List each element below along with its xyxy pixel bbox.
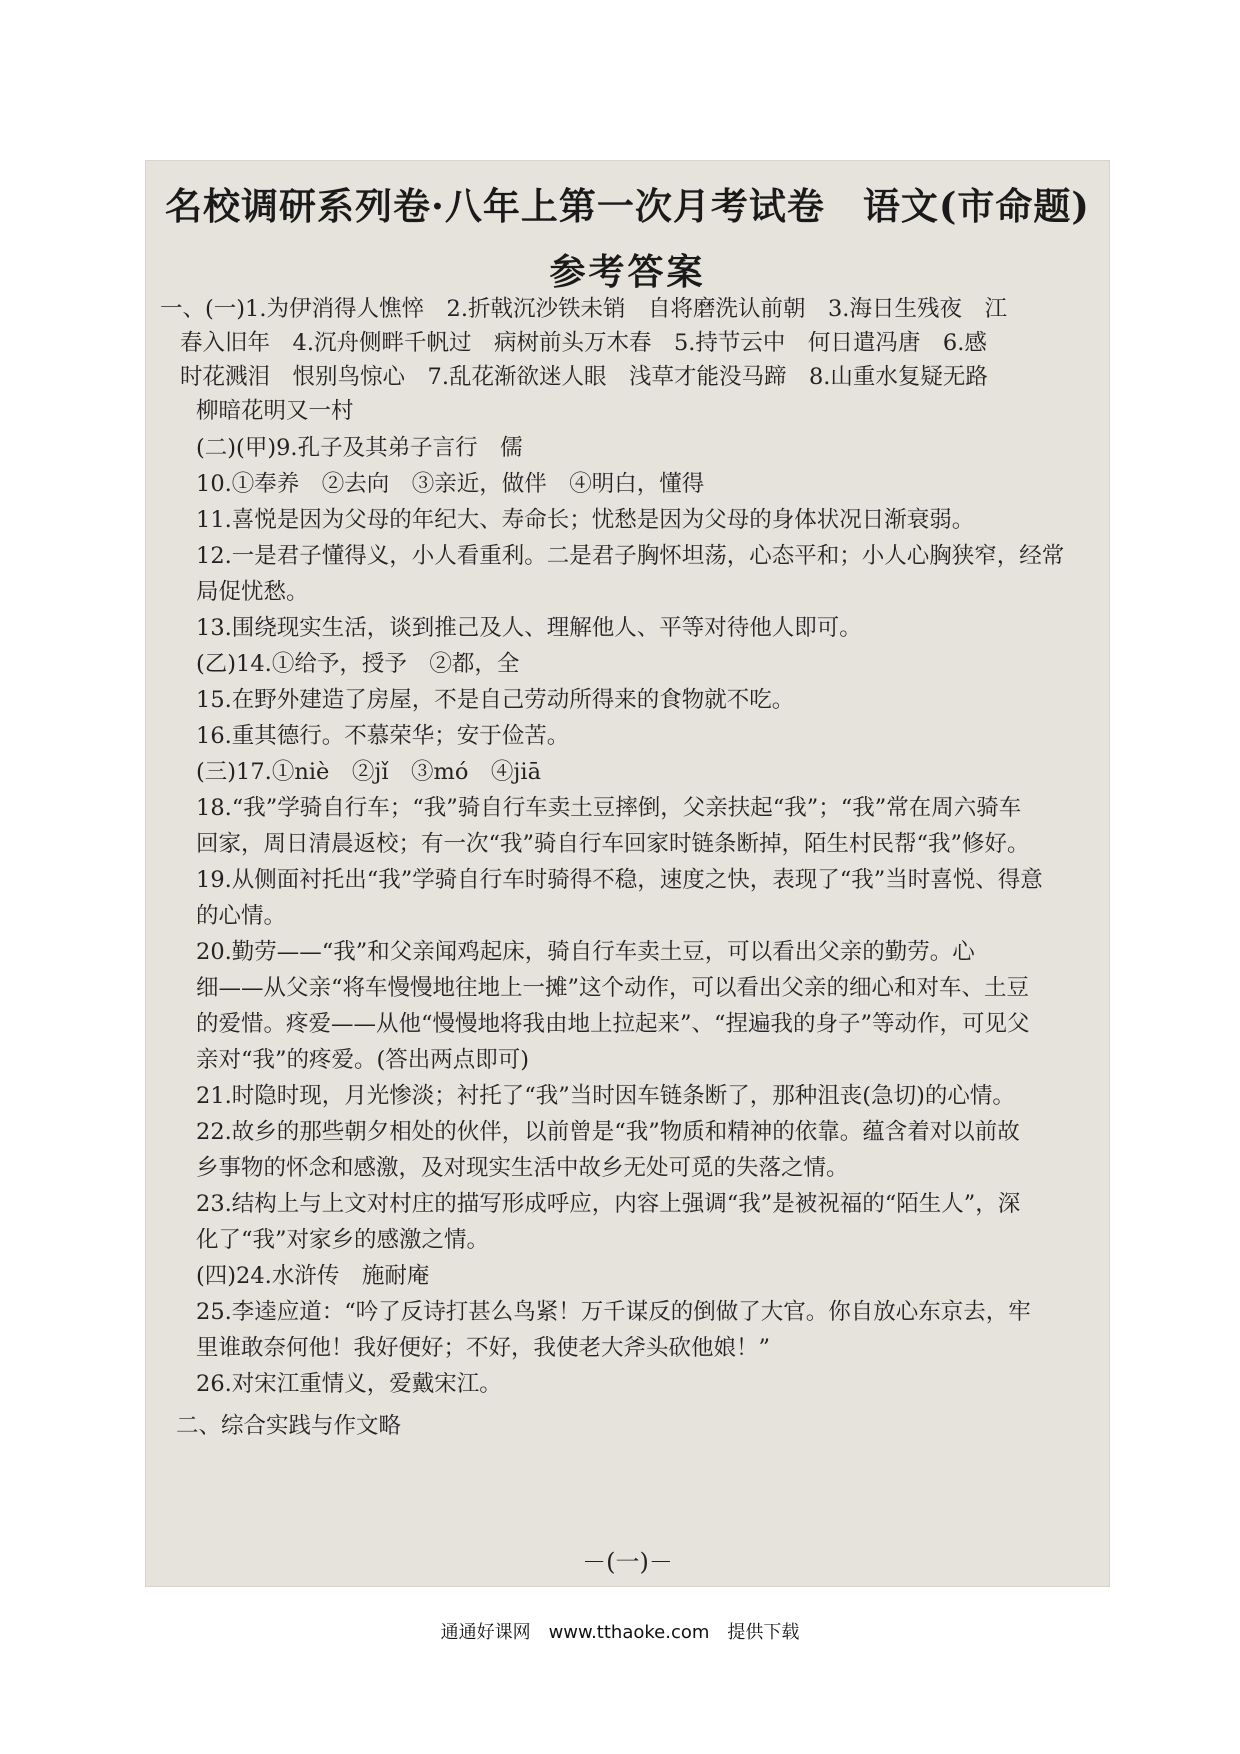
answer-line: 26.对宋江重情义，爱戴宋江。	[196, 1371, 502, 1397]
answer-line: 23.结构上与上文对村庄的描写形成呼应，内容上强调“我”是被祝福的“陌生人”，深	[196, 1191, 1021, 1217]
answer-line: 的心情。	[196, 903, 287, 929]
answer-line: 春入旧年 4.沉舟侧畔千帆过 病树前头万木春 5.持节云中 何日遣冯唐 6.感	[180, 330, 987, 356]
answer-line: (乙)14.①给予，授予 ②都，全	[196, 651, 520, 677]
page-number: －(一)－	[582, 1548, 673, 1576]
answer-line: 二、综合实践与作文略	[176, 1413, 402, 1439]
answer-line: 13.围绕现实生活，谈到推己及人、理解他人、平等对待他人即可。	[196, 615, 862, 641]
answer-line: 回家，周日清晨返校；有一次“我”骑自行车回家时链条断掉，陌生村民帮“我”修好。	[196, 831, 1030, 857]
answer-line: (四)24.水浒传 施耐庵	[196, 1263, 430, 1289]
answer-line: 柳暗花明又一村	[196, 398, 354, 424]
answer-line: 16.重其德行。不慕荣华；安于俭苦。	[196, 723, 570, 749]
answer-line: 局促忧愁。	[196, 579, 309, 605]
document-title: 名校调研系列卷·八年上第一次月考试卷 语文(市命题)	[165, 184, 1090, 228]
answer-line: 时花溅泪 恨别鸟惊心 7.乱花渐欲迷人眼 浅草才能没马蹄 8.山重水复疑无路	[180, 364, 988, 390]
answer-line: 18.“我”学骑自行车；“我”骑自行车卖土豆摔倒，父亲扶起“我”；“我”常在周六骑车	[196, 795, 1022, 821]
answer-line: 10.①奉养 ②去向 ③亲近，做伴 ④明白，懂得	[196, 471, 705, 497]
download-credit: 通通好课网 www.tthaoke.com 提供下载	[440, 1622, 800, 1643]
answer-line: 25.李逵应道：“吟了反诗打甚么鸟紧！万千谋反的倒做了大官。你自放心东京去，牢	[196, 1299, 1031, 1325]
answer-line: 里谁敢奈何他！我好便好；不好，我使老大斧头砍他娘！”	[196, 1335, 771, 1361]
answer-line: 19.从侧面衬托出“我”学骑自行车时骑得不稳，速度之快，表现了“我”当时喜悦、得意	[196, 867, 1043, 893]
answer-line: 21.时隐时现，月光惨淡；衬托了“我”当时因车链条断了，那种沮丧(急切)的心情。	[196, 1083, 1015, 1109]
answer-line: (三)17.①niè ②jǐ ③mó ④jiā	[196, 759, 541, 785]
answer-line: 11.喜悦是因为父母的年纪大、寿命长；忧愁是因为父母的身体状况日渐衰弱。	[196, 507, 975, 533]
answer-line: 22.故乡的那些朝夕相处的伙伴，以前曾是“我”物质和精神的依靠。蕴含着对以前故	[196, 1119, 1020, 1145]
answer-line: 20.勤劳——“我”和父亲闻鸡起床，骑自行车卖土豆，可以看出父亲的勤劳。心	[196, 939, 975, 965]
document-subtitle: 参考答案	[549, 251, 706, 293]
answer-line: (二)(甲)9.孔子及其弟子言行 儒	[196, 435, 523, 461]
answer-line: 化了“我”对家乡的感激之情。	[196, 1227, 490, 1253]
answer-line: 12.一是君子懂得义，小人看重利。二是君子胸怀坦荡，心态平和；小人心胸狭窄，经常	[196, 543, 1065, 569]
answer-line: 一、(一)1.为伊消得人憔悴 2.折戟沉沙铁未销 自将磨洗认前朝 3.海日生残夜 江	[160, 296, 1007, 322]
answer-line: 乡事物的怀念和感激，及对现实生活中故乡无处可觅的失落之情。	[196, 1155, 849, 1181]
answer-line: 细——从父亲“将车慢慢地往地上一摊”这个动作，可以看出父亲的细心和对车、土豆	[196, 975, 1030, 1001]
answer-line: 亲对“我”的疼爱。(答出两点即可)	[196, 1047, 530, 1073]
answer-line: 的爱惜。疼爱——从他“慢慢地将我由地上拉起来”、“捏遍我的身子”等动作，可见父	[196, 1011, 1030, 1037]
answer-line: 15.在野外建造了房屋，不是自己劳动所得来的食物就不吃。	[196, 687, 795, 713]
